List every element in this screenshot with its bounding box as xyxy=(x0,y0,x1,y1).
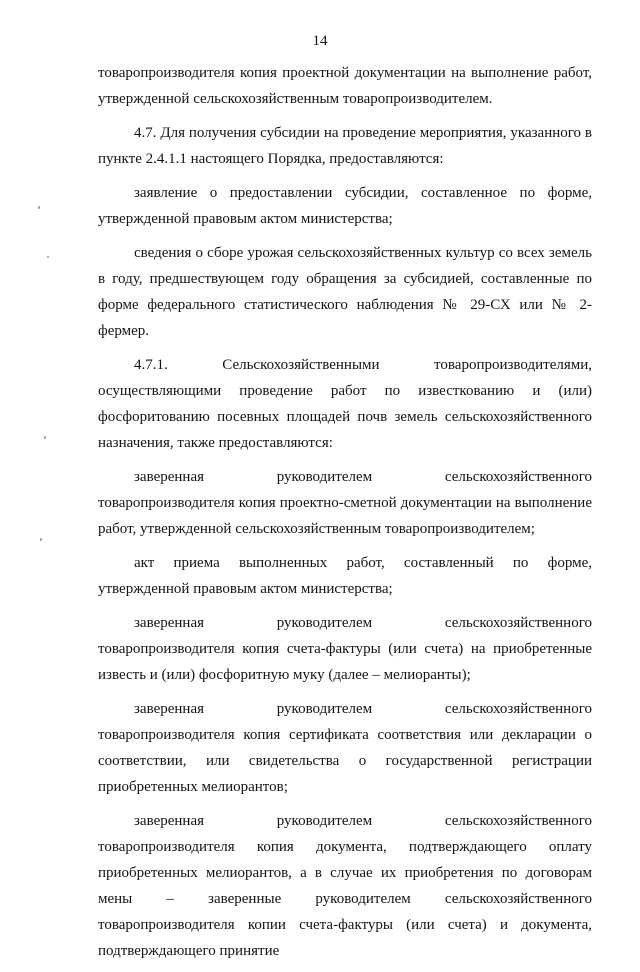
paragraph-estimate-copy: заверенная руководителем сельскохозяйственного товаропроизводителя копия проектно-сметной документации на выполнение работ, утвержденной сельскохозяйственным товаропроизводителем; xyxy=(98,469,592,537)
paragraph-payment-copy: заверенная руководителем сельскохозяйственного товаропроизводителя копия документа, подтверждающего оплату приобретенных мелиорантов, а в случае их приобретения по договорам мены – заверенные руководителем сельскохозяйственного товаропроизводителя копии счета-фактуры (или счета) и документа, подтверждающего принятие xyxy=(98,813,592,959)
paragraph-certificate-copy: заверенная руководителем сельскохозяйственного товаропроизводителя копия сертификата соответствия или декларации о соответствии, или свидетельства о государственной регистрации приобретенных мелиорантов; xyxy=(98,701,592,795)
scan-speck xyxy=(40,538,42,541)
paragraph-acceptance-act: акт приема выполненных работ, составленный по форме, утвержденной правовым актом министерства; xyxy=(98,555,592,597)
paragraph-invoice-copy: заверенная руководителем сельскохозяйственного товаропроизводителя копия счета-фактуры (или счета) на приобретенные известь и (или) фосфоритную муку (далее – мелиоранты); xyxy=(98,615,592,683)
paragraph-4-7: 4.7. Для получения субсидии на проведение мероприятия, указанного в пункте 2.4.1.1 настоящего Порядка, предоставляются: xyxy=(98,125,592,167)
document-body xyxy=(98,60,592,972)
paragraph-continuation: товаропроизводителя копия проектной документации на выполнение работ, утвержденной сельскохозяйственным товаропроизводителем. xyxy=(98,65,592,107)
page-number: 14 xyxy=(312,33,328,49)
paragraph-harvest-info: сведения о сборе урожая сельскохозяйственных культур со всех земель в году, предшествующем году обращения за субсидией, составленные по форме федерального статистического наблюдения № 29-СХ или № 2-фермер. xyxy=(98,245,592,339)
scan-speck xyxy=(38,206,40,209)
scan-speck xyxy=(47,256,49,258)
paragraph-4-7-1: 4.7.1. Сельскохозяйственными товаропроизводителями, осуществляющими проведение работ по известкованию и (или) фосфоритованию посевных площадей почв земель сельскохозяйственного назначения, также предоставляются: xyxy=(98,357,592,451)
scan-speck xyxy=(44,436,46,439)
paragraph-application: заявление о предоставлении субсидии, составленное по форме, утвержденной правовым актом министерства; xyxy=(98,185,592,227)
